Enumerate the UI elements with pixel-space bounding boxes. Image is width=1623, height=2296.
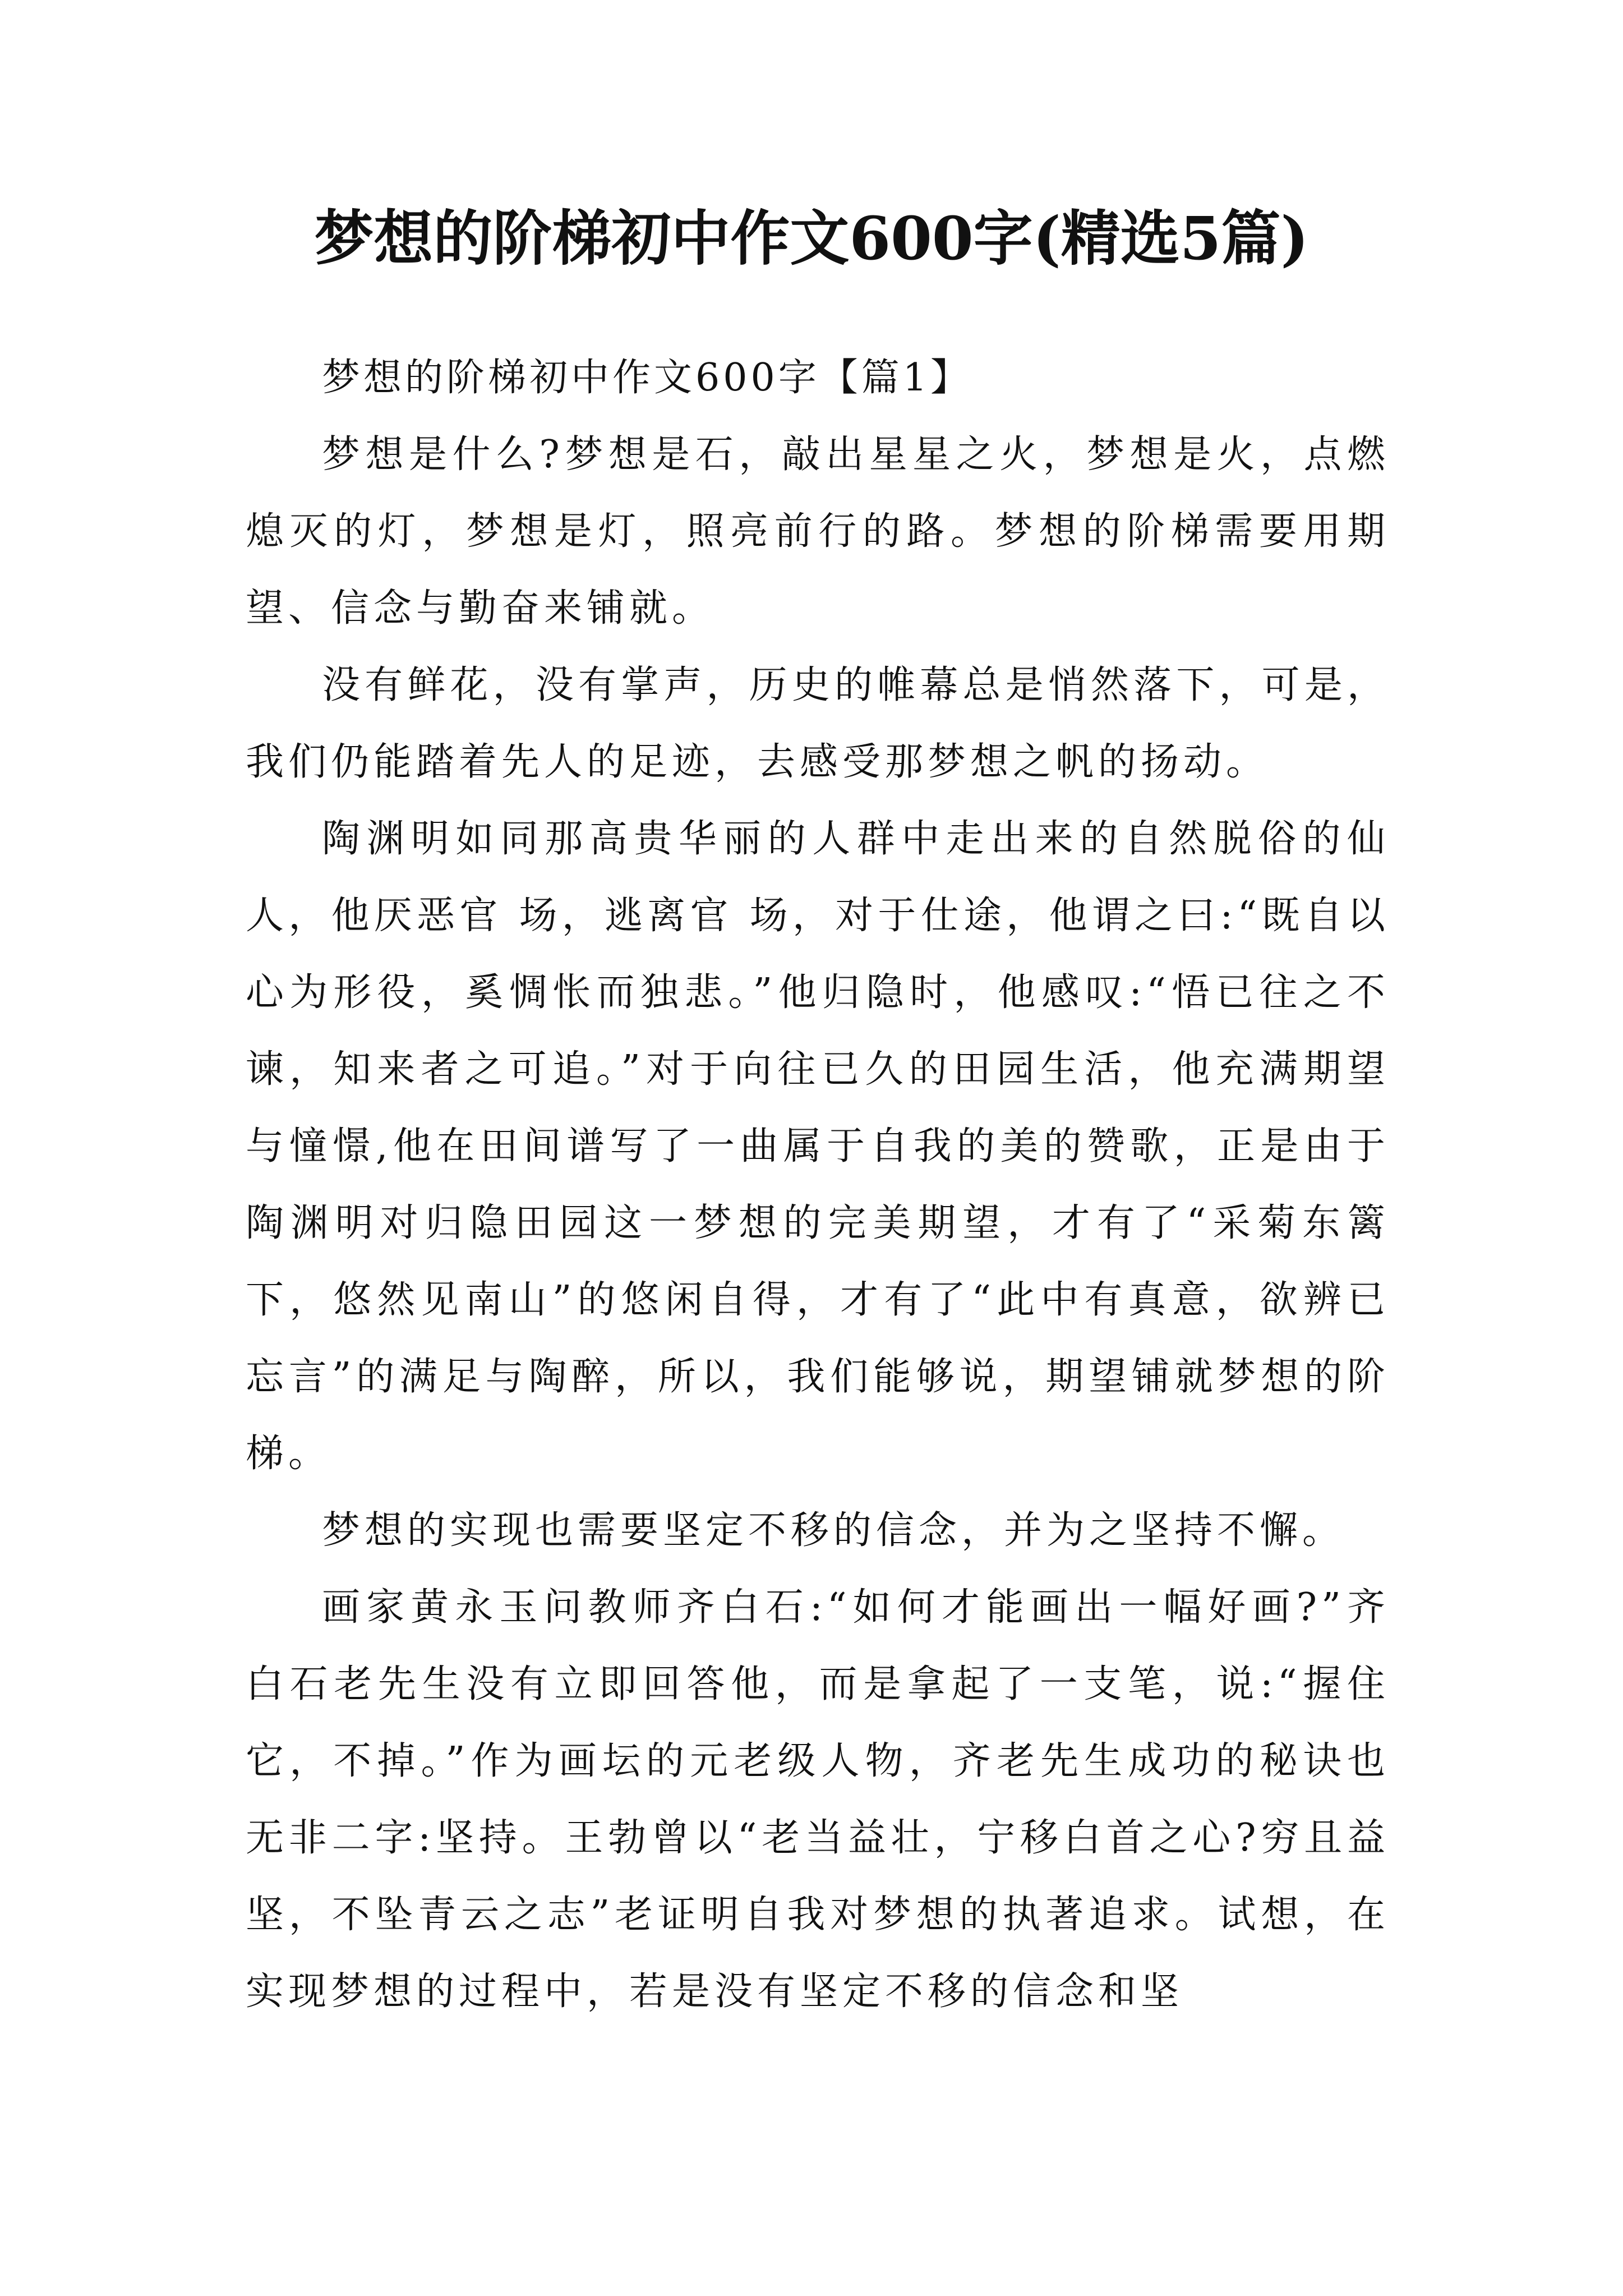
- paragraph: 梦想的实现也需要坚定不移的信念，并为之坚持不懈。: [322, 1508, 1345, 1553]
- paragraph: 陶渊明如同那高贵华丽的人群中走出来的自然脱俗的仙人，他厌恶官 场，逃离官 场，对于仕途，他谓之曰:“既自以心为形役，奚惆怅而独悲。”他归隐时，他感叹:“悟已往之不谏，知来者之可追。”对于向往已久的田园生活，他充满期望与憧憬,他在田间谱写了一曲属于自我的美的赞歌，正是由于陶渊明对归隐田园这一梦想的完美期望，才有了“采菊东篱下，悠然见南山”的悠闲自得，才有了“此中有真意，欲辨已忘言”的满足与陶醉，所以，我们能够说，期望铺就梦想的阶梯。: [246, 817, 1390, 1476]
- document-body: [246, 339, 1390, 2030]
- paragraph: 没有鲜花，没有掌声，历史的帷幕总是悄然落下，可是，我们仍能踏着先人的足迹，去感受那梦想之帆的扬动。: [246, 663, 1390, 784]
- paragraph: 梦想是什么?梦想是石，敲出星星之火，梦想是火，点燃熄灭的灯，梦想是灯，照亮前行的路。梦想的阶梯需要用期望、信念与勤奋来铺就。: [246, 432, 1390, 631]
- document-title: 梦想的阶梯初中作文600字(精选5篇): [314, 203, 1309, 273]
- section-heading: 梦想的阶梯初中作文600字【篇1】: [322, 356, 972, 400]
- paragraph: 画家黄永玉问教师齐白石:“如何才能画出一幅好画?”齐白石老先生没有立即回答他，而是拿起了一支笔，说:“握住它，不掉。”作为画坛的元老级人物，齐老先生成功的秘诀也无非二字:坚持。王勃曾以“老当益壮，宁移白首之心?穷且益坚，不坠青云之志”老证明自我对梦想的执著追求。试想，在实现梦想的过程中，若是没有坚定不移的信念和坚: [246, 1585, 1390, 2014]
